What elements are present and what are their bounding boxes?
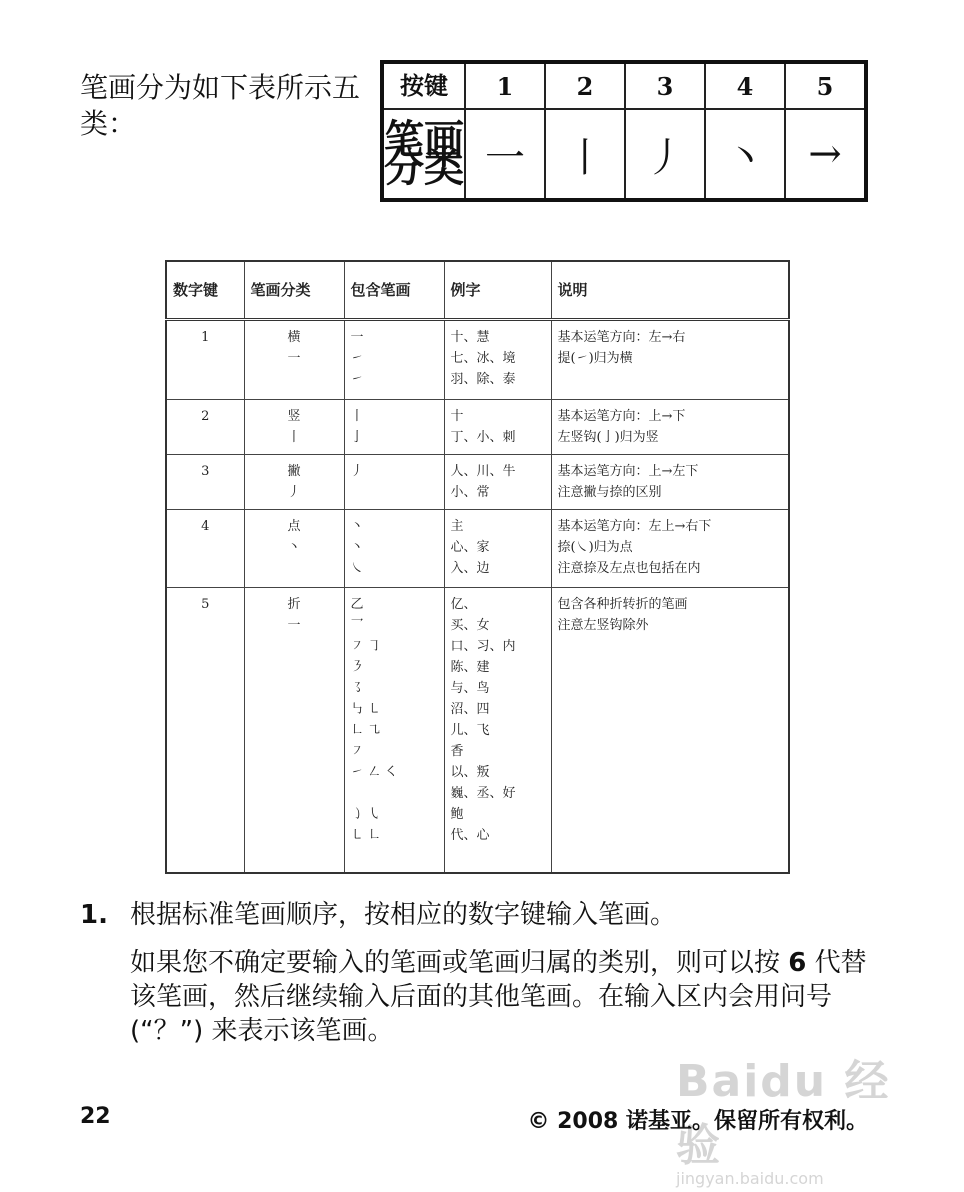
paragraph-part2: 代替该笔画，然后继续输入后面的其他笔画。在输入区内会用问号 (“？”) 来表示该笔画。	[130, 948, 867, 1046]
row-category: 横 一	[244, 320, 344, 400]
intro-text: 笔画分为如下表所示五类：	[80, 71, 361, 140]
instruction-paragraph	[130, 946, 890, 1048]
key-2: 2	[545, 62, 625, 109]
paragraph-key: 6	[788, 948, 807, 978]
row-strokes: 丶 丶 ㇏	[344, 510, 444, 588]
baidu-watermark	[676, 1045, 906, 1188]
row-strokes: 乙 乛 ㇇ ㇆ ㇋ ㇌ ㇉ ㇄ ㇗ ㇈ ㇇ ㇀ ㇜ ㇛ ㇁ ㇂ ㇄ ㇗	[344, 588, 444, 873]
row-key: 3	[166, 455, 244, 510]
step-text: 根据标准笔画顺序，按相应的数字键输入笔画。	[130, 900, 677, 930]
row-key: 5	[166, 588, 244, 873]
key-5: 5	[785, 62, 866, 109]
paragraph-part1: 如果您不确定要输入的笔画或笔画归属的类别，则可以按	[130, 948, 789, 978]
stroke-3: 丿	[625, 109, 705, 200]
header-examples: 例字	[444, 261, 551, 320]
row-strokes: 丨 亅	[344, 400, 444, 455]
table-row	[166, 320, 789, 400]
key-4: 4	[705, 62, 785, 109]
row-category: 折 一	[244, 588, 344, 873]
row-strokes: 丿	[344, 455, 444, 510]
stroke-5: →	[785, 109, 866, 200]
row-examples: 亿、 买、女 口、习、内 陈、建 与、鸟 沼、四 儿、飞 香 以、叛 巍、丞、好 鲍 代、心	[444, 588, 551, 873]
row-strokes: 一 ㇀ ㇀	[344, 320, 444, 400]
table-header-row	[166, 261, 789, 320]
stroke-row-label: 笔画分类	[382, 109, 465, 200]
stroke-2: 丨	[545, 109, 625, 200]
header-category: 笔画分类	[244, 261, 344, 320]
copyright-text: © 2008 诺基亚。保留所有权利。	[527, 1109, 868, 1134]
row-examples: 十、慧 七、冰、境 羽、除、泰	[444, 320, 551, 400]
row-examples: 十 丁、小、刺	[444, 400, 551, 455]
row-note: 包含各种折转折的笔画 注意左竖钩除外	[551, 588, 789, 873]
key-header-label: 按键	[382, 62, 465, 109]
stroke-4: 丶	[705, 109, 785, 200]
header-included-strokes: 包含笔画	[344, 261, 444, 320]
table-row	[166, 588, 789, 873]
row-examples: 人、川、牛 小、常	[444, 455, 551, 510]
row-note: 基本运笔方向：左→右 提(㇀)归为横	[551, 320, 789, 400]
watermark-url: jingyan.baidu.com	[676, 1169, 824, 1188]
row-key: 2	[166, 400, 244, 455]
row-key: 1	[166, 320, 244, 400]
row-note: 基本运笔方向：上→左下 注意撇与捺的区别	[551, 455, 789, 510]
page-number: 22	[80, 1104, 111, 1129]
table-row	[166, 455, 789, 510]
table-row	[166, 400, 789, 455]
stroke-category-table	[165, 260, 790, 874]
row-category: 撇 丿	[244, 455, 344, 510]
header-number-key: 数字键	[166, 261, 244, 320]
row-category: 竖 丨	[244, 400, 344, 455]
table-row	[166, 510, 789, 588]
row-note: 基本运笔方向：左上→右下 捺(㇏)归为点 注意捺及左点也包括在内	[551, 510, 789, 588]
row-examples: 主 心、家 入、边	[444, 510, 551, 588]
row-note: 基本运笔方向：上→下 左竖钩(亅)归为竖	[551, 400, 789, 455]
watermark-logo: Baidu 经验	[676, 1056, 891, 1171]
row-category: 点 丶	[244, 510, 344, 588]
step-1	[80, 898, 676, 932]
stroke-1: 一	[465, 109, 545, 200]
key-3: 3	[625, 62, 705, 109]
header-notes: 说明	[551, 261, 789, 320]
step-number: 1.	[80, 900, 108, 930]
row-key: 4	[166, 510, 244, 588]
stroke-key-table	[380, 60, 868, 202]
key-1: 1	[465, 62, 545, 109]
